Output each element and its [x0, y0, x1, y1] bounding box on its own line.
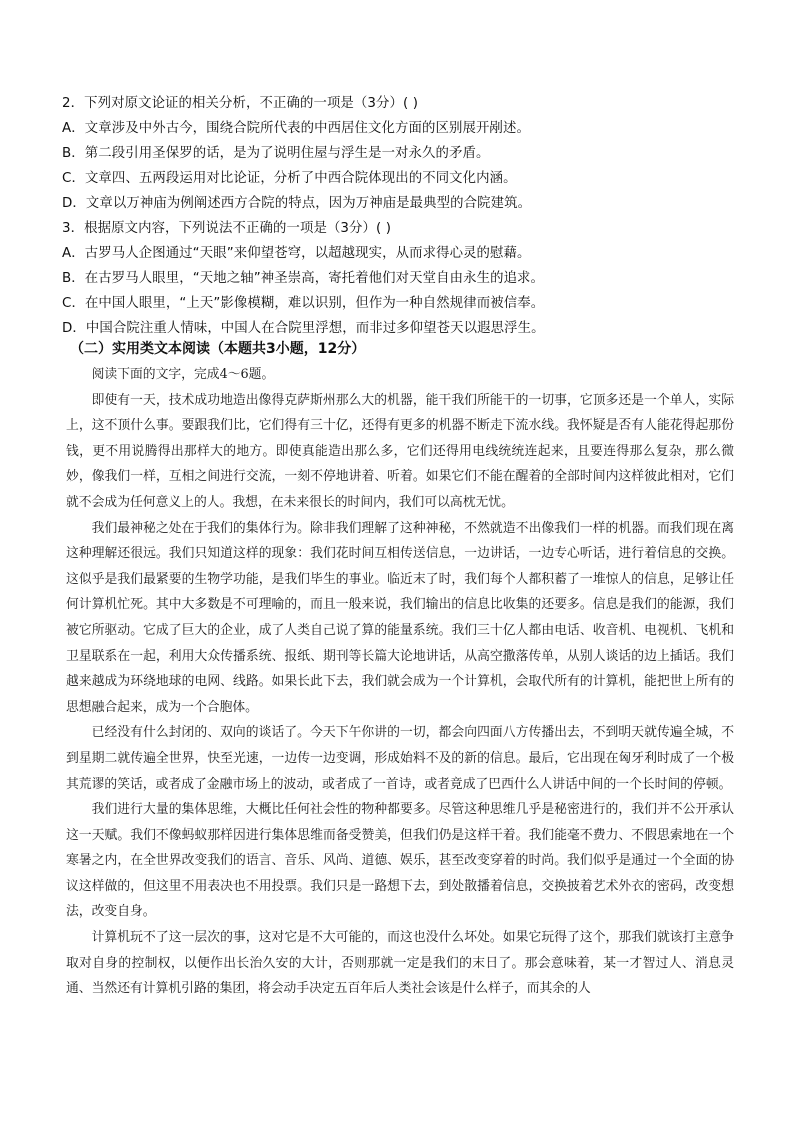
question-2-option-c: C．文章四、五两段运用对比论证，分析了中西合院体现出的不同文化内涵。 [62, 171, 517, 186]
passage-paragraph-1: 即使有一天，技术成功地造出像得克萨斯州那么大的机器，能干我们所能干的一切事，它顶多还是一个单人，实际上，这不顶什么事。要跟我们比，它们得有三十亿，还得有更多的机器不断走下流水线。我怀疑是否有人能花得起那份钱，更不用说腾得出那样大的地方。即使真能造出那么多，它们还得用电线统统连起来，且要连得那么复杂，那么微妙，像我们一样，互相之间进行交流，一刻不停地讲着、听着。如果它们不能在醒着的全部时间内这样彼此相对，它们就不会成为任何意义上的人。我想，在未来很长的时间内，我们可以高枕无忧。 [66, 392, 734, 510]
question-2-option-b: B．第二段引用圣保罗的话，是为了说明住屋与浮生是一对永久的矛盾。 [62, 146, 490, 161]
passage-instruction: 阅读下面的文字，完成4～6题。 [91, 367, 275, 382]
question-2-option-d: D．文章以万神庙为例阐述西方合院的特点，因为万神庙是最典型的合院建筑。 [62, 196, 532, 211]
passage-paragraph-4: 我们进行大量的集体思维，大概比任何社会性的物种都要多。尽管这种思维几乎是秘密进行的，我们并不公开承认这一天赋。我们不像蚂蚁那样因进行集体思维而备受赞美，但我们仍是这样干着。我们能毫不费力、不假思索地在一个寒暑之内，在全世界改变我们的语言、音乐、风尚、道德、娱乐，甚至改变穿着的时尚。我们似乎是通过一个全面的协议这样做的，但这里不用表决也不用投票。我们只是一路想下去，到处散播着信息，交换披着艺术外衣的密码，改变想法，改变自身。 [66, 802, 734, 920]
section-title: （二）实用类文本阅读（本题共3小题，12分） [70, 341, 366, 357]
passage-paragraph-5: 计算机玩不了这一层次的事，这对它是不大可能的，而这也没什么坏处。如果它玩得了这个，那我们就该打主意争取对自身的控制权，以便作出长治久安的大计，否则那就一定是我们的末日了。那会意味着，某一才智过人、消息灵通、当然还有计算机引路的集团，将会动手决定五百年后人类社会该是什么样子，而其余的人 [66, 930, 734, 997]
passage-paragraph-2: 我们最神秘之处在于我们的集体行为。除非我们理解了这种神秘，不然就造不出像我们一样的机器。而我们现在离这种理解还很远。我们只知道这样的现象：我们花时间互相传送信息，一边讲话，一边专心听话，进行着信息的交换。这似乎是我们最紧要的生物学功能，是我们毕生的事业。临近末了时，我们每个人都积蓄了一堆惊人的信息，足够让任何计算机忙死。其中大多数是不可理喻的，而且一般来说，我们输出的信息比收集的还要多。信息是我们的能源，我们被它所驱动。它成了巨大的企业，成了人类自己说了算的能量系统。我们三十亿人都由电话、收音机、电视机、飞机和卫星联系在一起，利用大众传播系统、报纸、期刊等长篇大论地讲话，从高空撒落传单，从别人谈话的边上插话。我们越来越成为环绕地球的电网、线路。如果长此下去，我们就会成为一个计算机，会取代所有的计算机，能把世上所有的思想融合起来，成为一个合胞体。 [66, 520, 734, 715]
question-3-option-b: B．在古罗马人眼里，“天地之轴”神圣崇高，寄托着他们对天堂自由永生的追求。 [62, 271, 545, 286]
question-3-stem: 3．根据原文内容，下列说法不正确的一项是（3分）( ) [62, 221, 392, 236]
question-2-option-a: A．文章涉及中外古今，围绕合院所代表的中西居住文化方面的区别展开剐述。 [62, 121, 530, 136]
reading-passage [66, 362, 734, 1002]
question-3-option-a: A．古罗马人企图通过“天眼”来仰望苍穹，以超越现实，从而求得心灵的慰藉。 [62, 246, 531, 261]
question-3-option-c: C．在中国人眼里，“上天”影像模糊，难以识别，但作为一种自然规律而被信奉。 [62, 296, 545, 311]
question-2-stem: 2．下列对原文论证的相关分析，不正确的一项是（3分）( ) [62, 96, 419, 111]
passage-paragraph-3: 已经没有什么封闭的、双向的谈话了。今天下午你讲的一切，都会向四面八方传播出去，不到明天就传遍全城，不到星期二就传遍全世界，快至光速，一边传一边变调，形成始料不及的新的信息。最后，它出现在匈牙利时成了一个极其荒谬的笑话，或者成了金融市场上的波动，或者成了一首诗，或者竟成了巴西什么人讲话中间的一个长时间的停顿。 [66, 725, 734, 792]
question-3-option-d: D．中国合院注重人情味，中国人在合院里浮想，而非过多仰望苍天以遐思浮生。 [62, 321, 545, 336]
